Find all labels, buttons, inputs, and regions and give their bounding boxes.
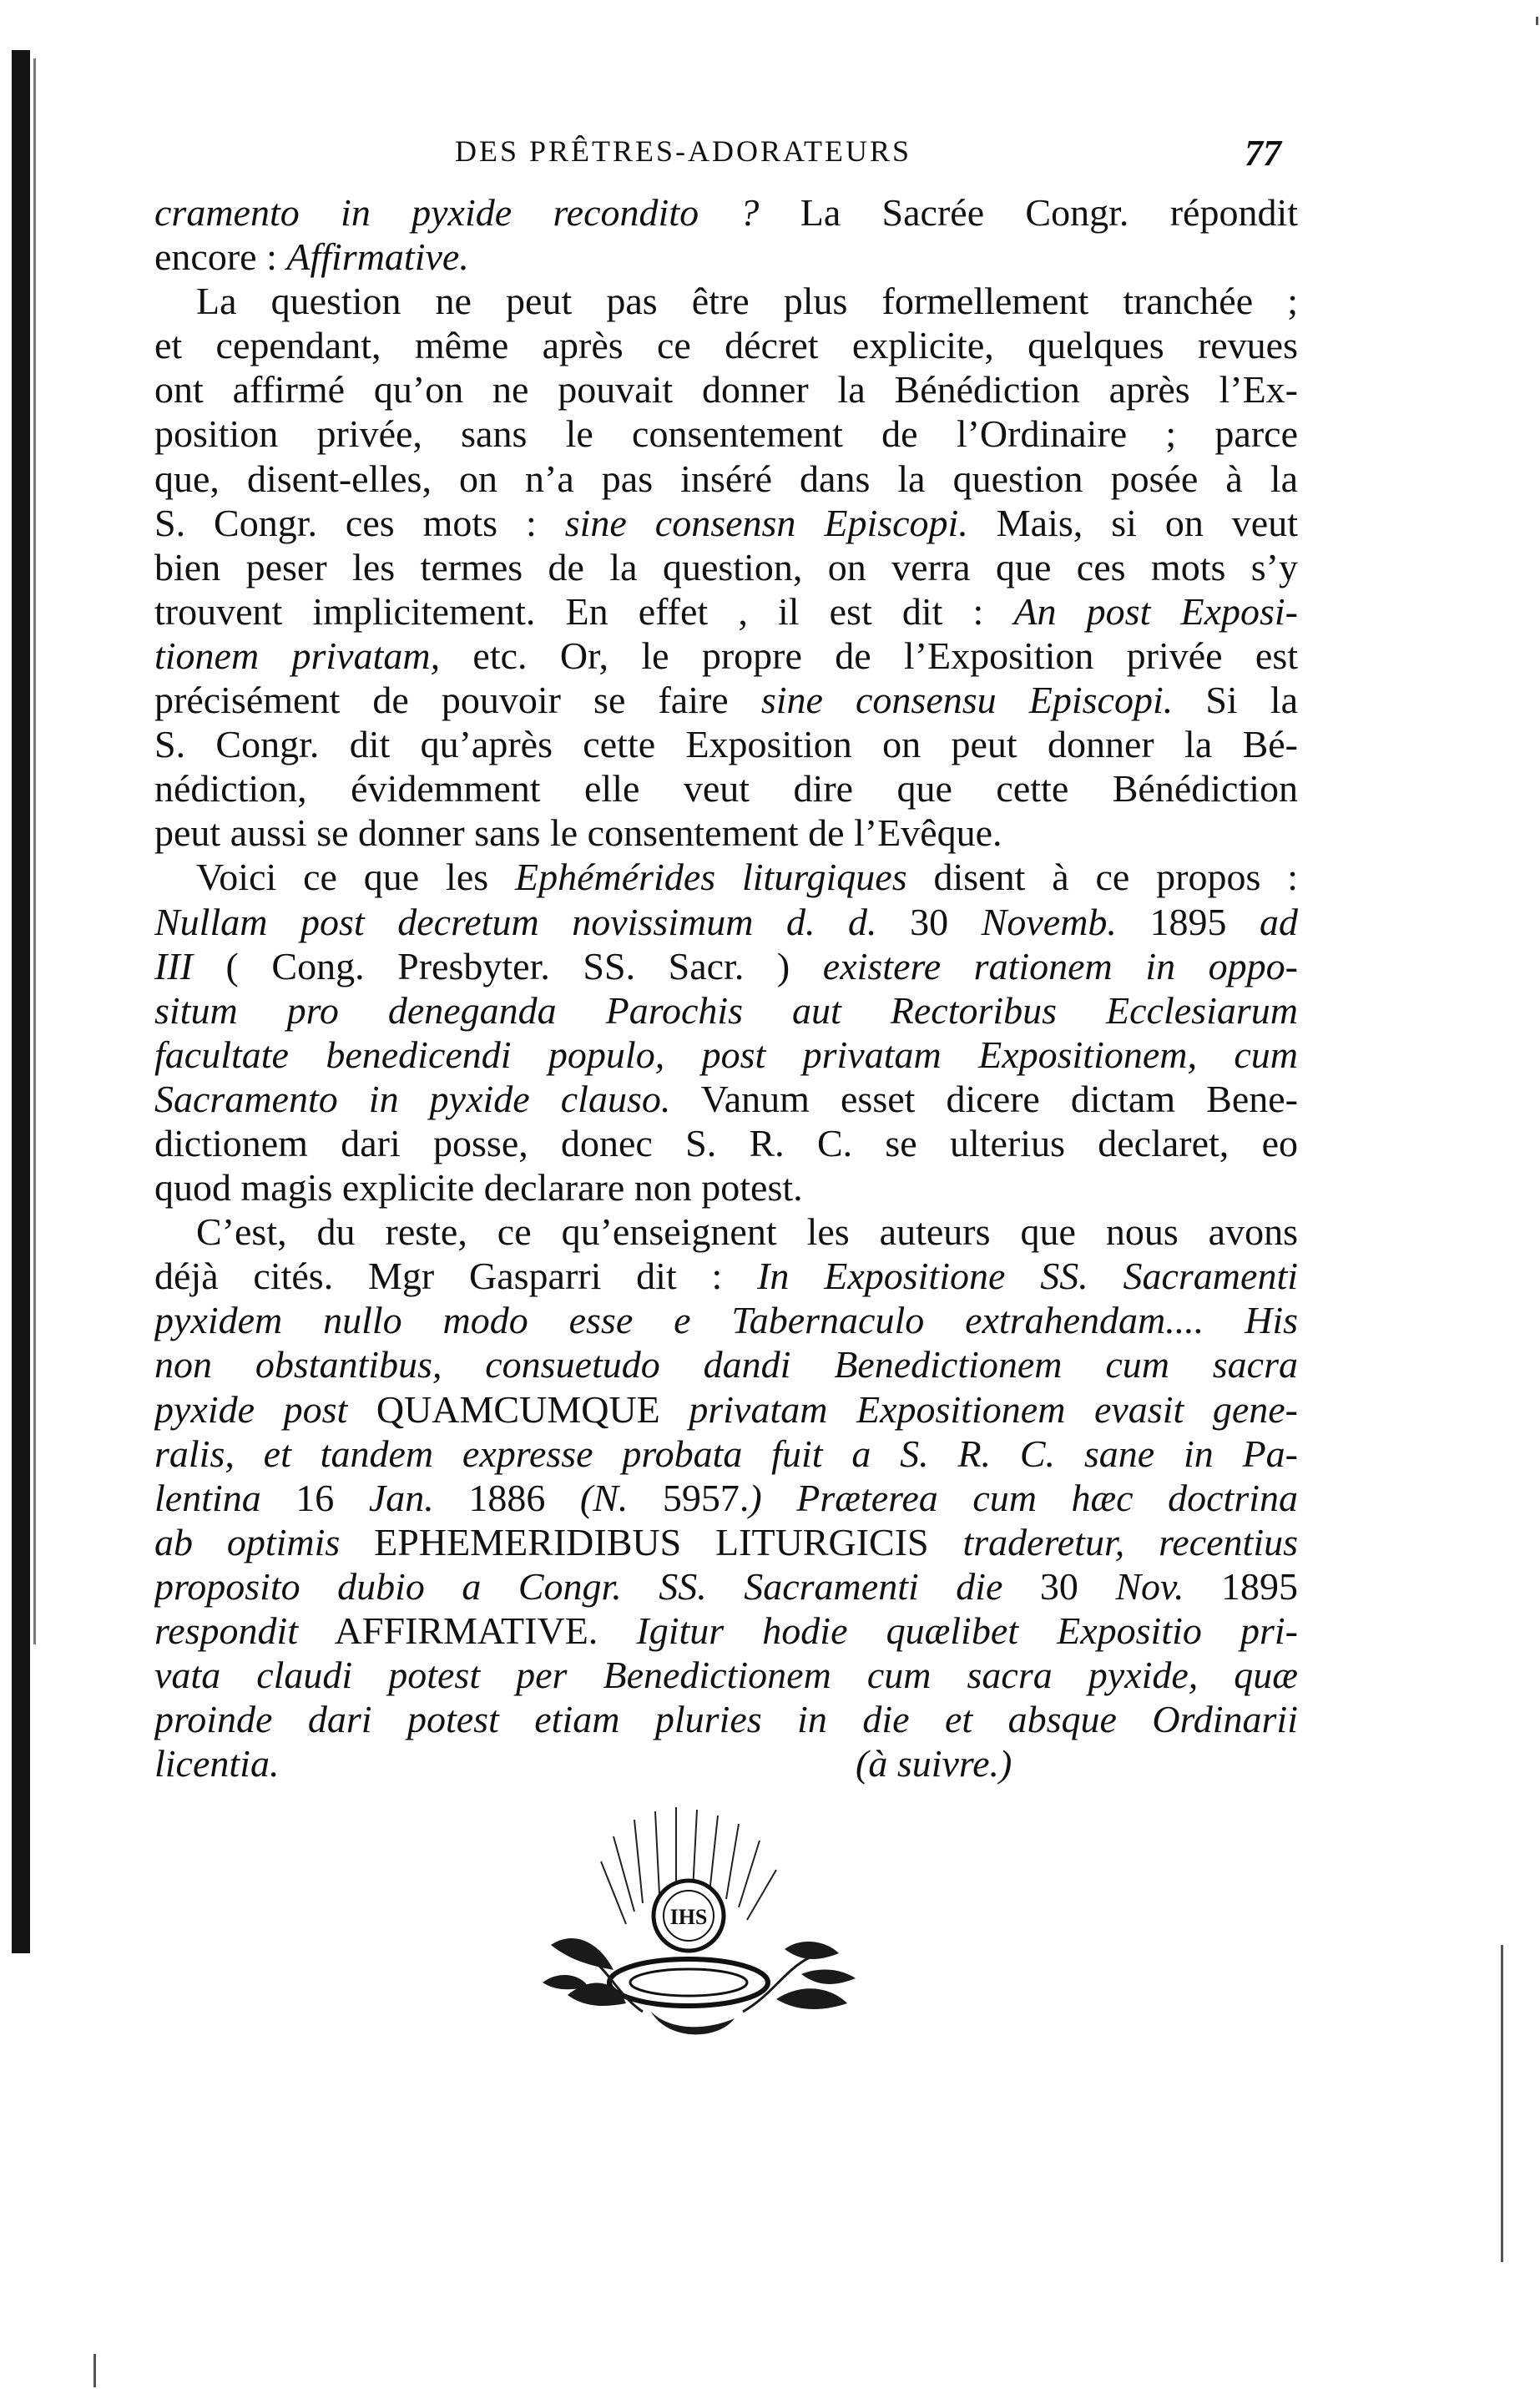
text-segment: quod magis explicite declarare non potest. [154,1166,803,1210]
text-segment: An post Exposi- [1013,589,1298,633]
text-segment: précisément de pouvoir se faire [154,679,761,722]
text-segment: La question ne peut pas être plus formellement tranchée ; [196,280,1298,323]
scan-edge-line [33,58,36,1644]
text-segment: et cependant, même après ce décret explicite, quelques revues [154,324,1298,367]
text-segment: Si la [1173,679,1298,722]
text-segment: trouvent implicitement. En effet , il est dit : [154,589,1014,633]
text-line [154,412,1298,456]
running-head: DES PRÊTRES-ADORATEURS [455,134,912,168]
scan-speck [1536,17,1538,25]
text-line [154,1298,1298,1342]
text-segment: III [154,944,193,987]
text-segment: respondit [154,1609,299,1652]
text-segment: ont affirmé qu’on ne pouvait donner la Bénédiction après l’Ex- [154,368,1298,412]
text-segment: lentina [154,1476,261,1519]
text-line [154,589,1298,634]
text-segment: ( Cong. Presbyter. SS. Sacr. ) [192,944,823,987]
text-segment: ad [1260,900,1298,943]
text-segment: non obstantibus, consuetudo dandi Benedictionem cum sacra [154,1343,1298,1386]
text-line [154,722,1298,766]
text-line [154,545,1298,589]
scan-edge-right [1501,1945,1503,2262]
text-segment: nédiction, évidemment elle veut dire que cette Bénédiction [154,767,1298,811]
text-segment: C’est, du reste, ce qu’enseignent les auteurs que nous avons [196,1210,1298,1254]
text-segment: position privée, sans le consentement de l’Ordinaire ; parce [154,412,1298,456]
page-number: 77 [1245,133,1281,174]
closing-word: licentia. [154,1742,280,1785]
scan-edge-shadow [12,50,30,1953]
text-segment: Voici ce que les [196,856,515,899]
text-segment: ab optimis [154,1520,341,1563]
text-line [154,1342,1298,1386]
text-segment: S. Congr. dit qu’après cette Exposition on peut donner la Bé- [154,723,1298,766]
text-line [154,944,1298,988]
text-segment: traderetur, recentius [962,1520,1298,1563]
text-line [154,1476,1298,1520]
text-line [154,766,1298,811]
text-segment: que, disent-elles, on n’a pas inséré dans la question posée à la [154,457,1298,500]
text-line [154,1387,1298,1432]
text-segment: EPHEMERIDIBUS LITURGICIS [340,1520,963,1563]
text-line [154,1077,1298,1121]
text-segment: privatam Expositionem evasit gene- [689,1387,1298,1431]
text-segment: Vanum esset dicere dictam Bene- [670,1077,1298,1120]
text-segment: Jan. [368,1476,434,1519]
text-line [154,634,1298,678]
text-segment: Affirmative. [286,235,469,279]
text-segment: ralis, et tandem expresse probata fuit a S. R. C. sane in Pa- [154,1432,1298,1475]
text-segment: S. Congr. ces mots : [154,501,565,544]
text-line [154,811,1298,855]
text-line [154,1254,1298,1298]
text-segment: situm pro deneganda Parochis aut Rectoribus Ecclesiarum [154,988,1298,1032]
text-segment: tionem privatam, [154,634,441,677]
text-line [154,190,1298,235]
text-segment: 1886 [433,1476,580,1519]
text-segment: peut aussi se donner sans le consentement de l’Evêque. [154,811,1002,855]
text-line [154,1121,1298,1165]
text-segment: vata claudi potest per Benedictionem cum sacra pyxide, quæ [154,1654,1298,1697]
text-line [154,1609,1298,1653]
monogram: IHS [669,1905,708,1929]
text-segment: dictionem dari posse, donec S. R. C. se ulterius declaret, eo [154,1121,1298,1164]
text-segment: Præterea cum hæc doctrina [761,1476,1298,1519]
text-segment: 1895 [1184,1564,1298,1608]
text-segment: Novemb. [981,900,1117,943]
text-segment: Sacramento in pyxide clauso. [154,1077,671,1120]
text-line [154,678,1298,722]
text-segment: proinde dari potest etiam pluries in die et absque Ordinarii [154,1698,1298,1741]
text-segment: Mais, si on veut [967,501,1298,544]
text-segment: QUAMCUMQUE [347,1387,689,1431]
text-segment: ) [749,1476,762,1519]
text-line [154,1165,1298,1210]
monstrance-ornament-icon [534,1803,885,2053]
text-segment: etc. Or, le propre de l’Exposition privée est [440,634,1298,677]
body-text [154,190,1298,1785]
text-segment: facultate benedicendi populo, post privatam Expositionem, cum [154,1033,1298,1076]
text-segment: existere rationem in oppo- [822,944,1298,987]
text-segment: Igitur hodie quælibet Expositio pri- [636,1609,1298,1652]
text-line [154,1697,1298,1741]
text-line [154,1653,1298,1697]
page-header [154,134,1298,180]
text-line [154,855,1298,899]
text-segment: cramento in pyxide recondito ? [154,191,760,234]
scan-speck [93,2354,96,2387]
text-segment: 30 [876,900,982,943]
text-line [154,1210,1298,1254]
text-line [154,457,1298,501]
text-segment: encore : [154,235,287,279]
text-segment: AFFIRMATIVE. [298,1609,637,1652]
text-segment: La Sacrée Congr. répondit [759,191,1298,234]
text-line [154,1520,1298,1564]
closing-line [154,1741,1298,1785]
text-segment: 1895 [1116,900,1260,943]
text-segment: (N. [579,1476,629,1519]
text-segment: pyxidem nullo modo esse e Tabernaculo extrahendam.... His [154,1299,1298,1342]
text-segment: pyxide post [154,1387,348,1431]
text-segment: 30 [1002,1564,1116,1608]
text-segment: Ephémérides liturgiques [515,856,907,899]
text-segment: Nullam post decretum novissimum d. d. [154,900,877,943]
text-segment: sine consensn Episcopi. [564,501,968,544]
text-segment: In Expositione SS. Sacramenti [757,1255,1298,1298]
text-line [154,501,1298,545]
text-line [154,323,1298,367]
text-segment: 5957. [628,1476,750,1519]
text-segment: proposito dubio a Congr. SS. Sacramenti die [154,1564,1003,1608]
text-segment: disent à ce propos : [906,856,1298,899]
text-segment: déjà cités. Mgr Gasparri dit : [154,1255,758,1298]
text-line [154,235,1298,279]
text-segment: bien peser les termes de la question, on verra que ces mots s’y [154,545,1298,588]
text-segment: Nov. [1115,1564,1184,1608]
to-be-continued: (à suivre.) [856,1742,1012,1785]
text-segment: sine consensu Episcopi. [760,679,1174,722]
text-line [154,900,1298,944]
text-segment: 16 [260,1476,369,1519]
text-line [154,1033,1298,1077]
text-line [154,1432,1298,1476]
text-line [154,1564,1298,1609]
text-line [154,367,1298,412]
text-line [154,279,1298,323]
text-line [154,988,1298,1033]
